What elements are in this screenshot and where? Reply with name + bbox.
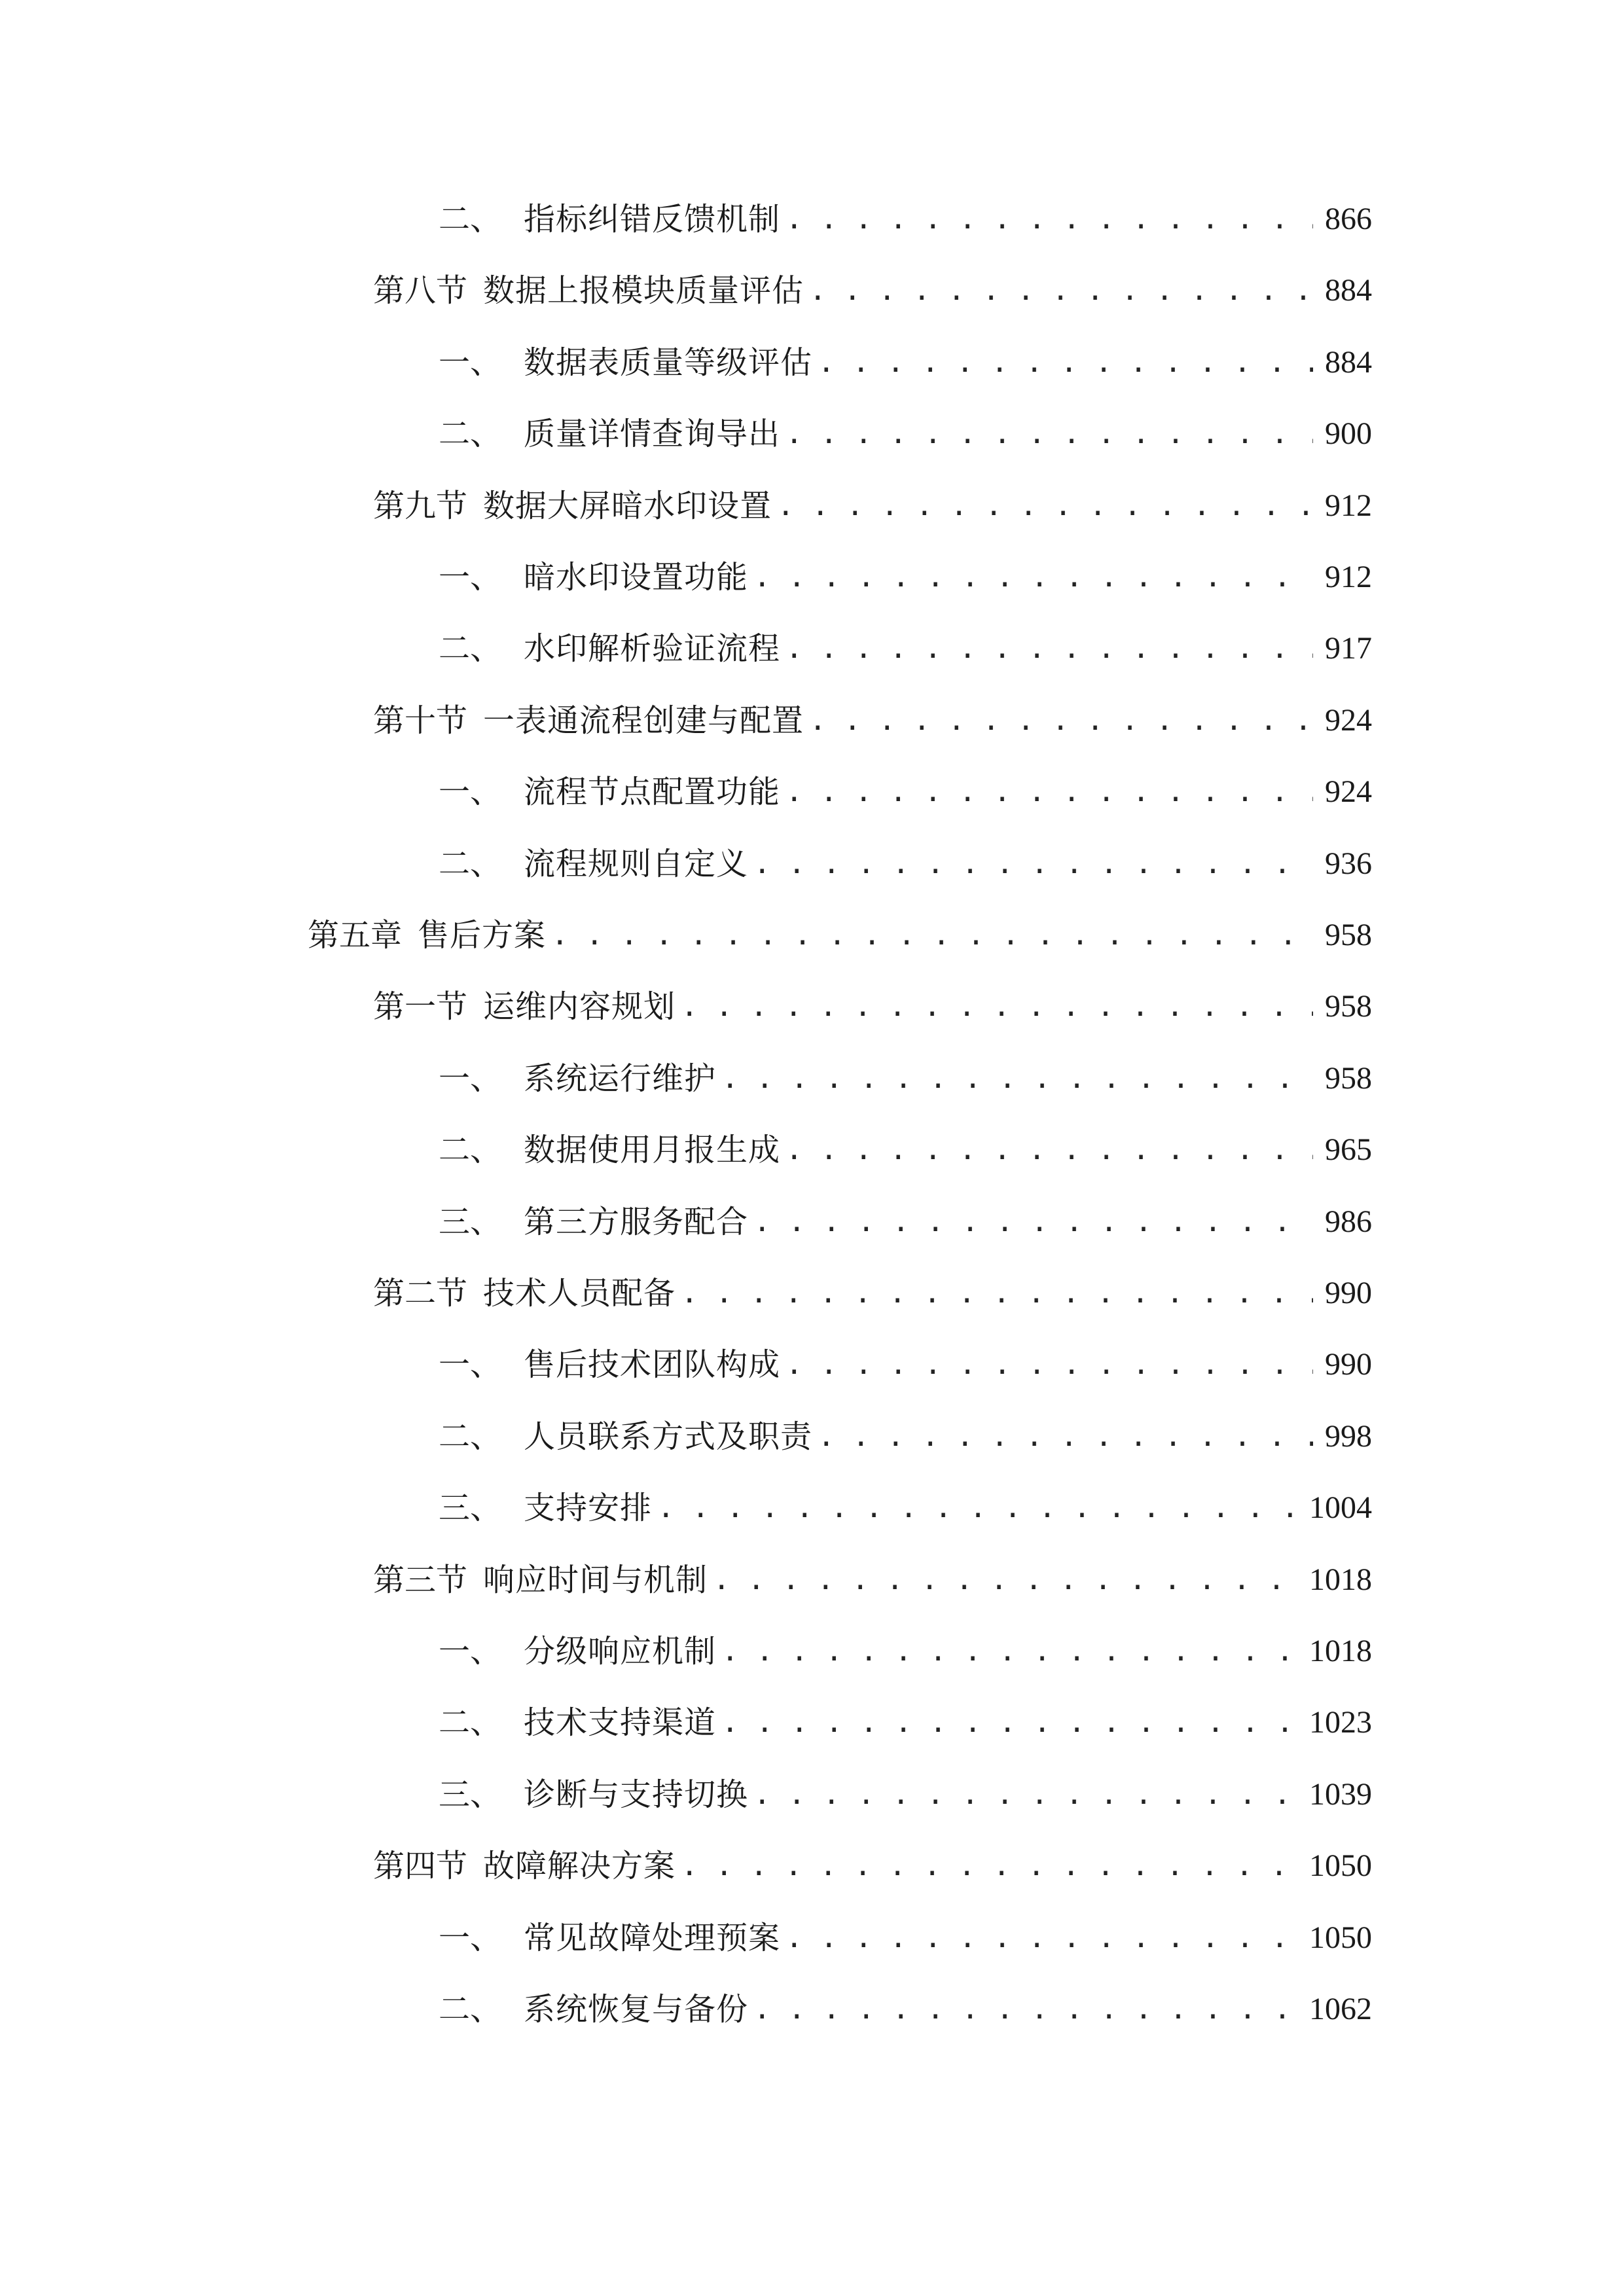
toc-entry[interactable] [439, 838, 1372, 890]
toc-entry[interactable] [373, 1554, 1372, 1606]
toc-entry-title: 常见故障处理预案 [524, 1920, 781, 1956]
toc-entry-page-number: 1050 [1309, 1920, 1372, 1955]
toc-entry-number: 二、 [439, 201, 502, 238]
toc-entry[interactable] [373, 1840, 1372, 1892]
toc-entry-number: 三、 [439, 1776, 502, 1813]
toc-entry-number: 三、 [439, 1204, 502, 1240]
toc-entry[interactable] [373, 694, 1372, 747]
toc-entry-title: 暗水印设置功能 [524, 559, 749, 596]
toc-entry-number: 第四节 [373, 1848, 468, 1884]
toc-entry[interactable] [439, 1696, 1372, 1749]
toc-entry-title: 系统恢复与备份 [524, 1991, 749, 2028]
toc-entry-page-number: 912 [1325, 560, 1372, 594]
dot-leader [818, 336, 1313, 389]
toc-entry-title: 技术人员配备 [483, 1275, 676, 1312]
toc-entry-page-number: 924 [1325, 774, 1372, 809]
toc-entry-title: 系统运行维护 [524, 1060, 717, 1097]
toc-entry-title: 运维内容规划 [483, 988, 676, 1025]
toc-entry-number: 第二节 [373, 1275, 468, 1312]
toc-entry-page-number: 998 [1325, 1419, 1372, 1454]
toc-entry-page-number: 884 [1325, 345, 1372, 380]
toc-entry-number: 二、 [439, 416, 502, 452]
toc-entry[interactable] [439, 1338, 1372, 1391]
toc-entry-page-number: 1062 [1309, 1992, 1372, 2026]
dot-leader [681, 1840, 1303, 1892]
toc-entry[interactable] [439, 622, 1372, 675]
toc-entry-number: 二、 [439, 630, 502, 667]
toc-entry-title: 故障解决方案 [483, 1848, 676, 1884]
toc-entry-page-number: 958 [1325, 989, 1372, 1024]
dot-leader [785, 1338, 1313, 1391]
toc-entry-page-number: 958 [1325, 918, 1372, 952]
toc-entry-page-number: 1018 [1309, 1562, 1372, 1597]
toc-entry-title: 质量详情查询导出 [524, 416, 781, 452]
toc-entry[interactable] [439, 193, 1372, 245]
toc-entry-number: 二、 [439, 1991, 502, 2028]
toc-entry-page-number: 1018 [1309, 1634, 1372, 1668]
toc-entry-page-number: 1023 [1309, 1705, 1372, 1740]
toc-entry-number: 第五章 [308, 917, 403, 954]
toc-entry[interactable] [308, 909, 1372, 961]
toc-entry-number: 第九节 [373, 488, 468, 524]
toc-entry-page-number: 990 [1325, 1276, 1372, 1310]
toc-entry-number: 第八节 [373, 272, 468, 309]
toc-entry-page-number: 884 [1325, 273, 1372, 308]
toc-entry-title: 售后方案 [418, 917, 547, 954]
toc-entry-page-number: 986 [1325, 1204, 1372, 1239]
dot-leader [753, 838, 1313, 890]
toc-entry[interactable] [439, 1912, 1372, 1964]
dot-leader [753, 1196, 1313, 1248]
toc-entry[interactable] [439, 1052, 1372, 1105]
dot-leader [721, 1052, 1313, 1105]
toc-entry[interactable] [373, 1267, 1372, 1319]
toc-entry-number: 一、 [439, 1633, 502, 1670]
toc-entry-page-number: 936 [1325, 846, 1372, 881]
toc-entry-title: 技术支持渠道 [524, 1704, 717, 1741]
toc-entry[interactable] [373, 480, 1372, 532]
toc-entry-page-number: 990 [1325, 1347, 1372, 1382]
toc-entry[interactable] [439, 1196, 1372, 1248]
dot-leader [753, 1983, 1303, 2036]
dot-leader [721, 1696, 1303, 1749]
toc-entry-number: 一、 [439, 1920, 502, 1956]
toc-entry-title: 诊断与支持切换 [524, 1776, 749, 1813]
toc-entry-number: 一、 [439, 1060, 502, 1097]
dot-leader [785, 766, 1313, 818]
dot-leader [753, 1768, 1303, 1821]
toc-entry-title: 分级响应机制 [524, 1633, 717, 1670]
toc-entry-page-number: 924 [1325, 703, 1372, 738]
toc-entry-title: 支持安排 [524, 1490, 653, 1526]
toc-entry-page-number: 917 [1325, 631, 1372, 666]
toc-entry-title: 数据上报模块质量评估 [483, 272, 804, 309]
toc-entry-number: 一、 [439, 344, 502, 381]
toc-entry-number: 二、 [439, 1704, 502, 1741]
toc-entry-title: 响应时间与机制 [483, 1562, 708, 1598]
toc-entry-title: 一表通流程创建与配置 [483, 702, 804, 739]
toc-entry[interactable] [439, 551, 1372, 603]
toc-entry-page-number: 1039 [1309, 1777, 1372, 1812]
toc-entry[interactable] [439, 408, 1372, 460]
toc-entry-number: 一、 [439, 1346, 502, 1383]
toc-entry[interactable] [439, 1768, 1372, 1821]
toc-entry-title: 流程规则自定义 [524, 846, 749, 882]
dot-leader [657, 1482, 1303, 1534]
dot-leader [785, 408, 1313, 460]
dot-leader [721, 1625, 1303, 1677]
toc-entry-title: 第三方服务配合 [524, 1204, 749, 1240]
toc-entry[interactable] [373, 264, 1372, 317]
toc-entry[interactable] [439, 1124, 1372, 1176]
toc-entry-title: 数据大屏暗水印设置 [483, 488, 772, 524]
dot-leader [681, 1267, 1313, 1319]
dot-leader [785, 622, 1313, 675]
toc-entry-title: 人员联系方式及职责 [524, 1418, 813, 1455]
toc-entry-number: 第三节 [373, 1562, 468, 1598]
dot-leader [753, 551, 1313, 603]
toc-entry-title: 数据使用月报生成 [524, 1132, 781, 1168]
toc-entry-page-number: 965 [1325, 1132, 1372, 1167]
toc-entry-number: 第十节 [373, 702, 468, 739]
toc-entry-number: 二、 [439, 1132, 502, 1168]
toc-entry-number: 二、 [439, 846, 502, 882]
toc-entry-number: 二、 [439, 1418, 502, 1455]
toc-entry[interactable] [439, 766, 1372, 818]
toc-entry-title: 流程节点配置功能 [524, 774, 781, 810]
dot-leader [551, 909, 1313, 961]
toc-entry[interactable] [439, 336, 1372, 389]
toc-entry-title: 水印解析验证流程 [524, 630, 781, 667]
dot-leader [809, 264, 1313, 317]
toc-entry[interactable] [439, 1625, 1372, 1677]
dot-leader [785, 1124, 1313, 1176]
dot-leader [713, 1554, 1303, 1606]
dot-leader [681, 980, 1313, 1033]
toc-entry[interactable] [439, 1410, 1372, 1463]
toc-entry-page-number: 912 [1325, 488, 1372, 523]
toc-entry-title: 售后技术团队构成 [524, 1346, 781, 1383]
toc-entry-page-number: 900 [1325, 416, 1372, 451]
dot-leader [818, 1410, 1313, 1463]
toc-entry-title: 指标纠错反馈机制 [524, 201, 781, 238]
toc-entry-number: 一、 [439, 774, 502, 810]
dot-leader [785, 193, 1313, 245]
toc-entry-page-number: 1050 [1309, 1848, 1372, 1883]
toc-entry-number: 一、 [439, 559, 502, 596]
dot-leader [785, 1912, 1303, 1964]
toc-entry[interactable] [373, 980, 1372, 1033]
toc-entry[interactable] [439, 1482, 1372, 1534]
dot-leader [777, 480, 1313, 532]
dot-leader [809, 694, 1313, 747]
toc-entry[interactable] [439, 1983, 1372, 2036]
toc-entry-page-number: 866 [1325, 202, 1372, 236]
toc-entry-title: 数据表质量等级评估 [524, 344, 813, 381]
toc-entry-number: 第一节 [373, 988, 468, 1025]
toc-entry-page-number: 958 [1325, 1061, 1372, 1096]
toc-entry-number: 三、 [439, 1490, 502, 1526]
toc-entry-page-number: 1004 [1309, 1490, 1372, 1525]
